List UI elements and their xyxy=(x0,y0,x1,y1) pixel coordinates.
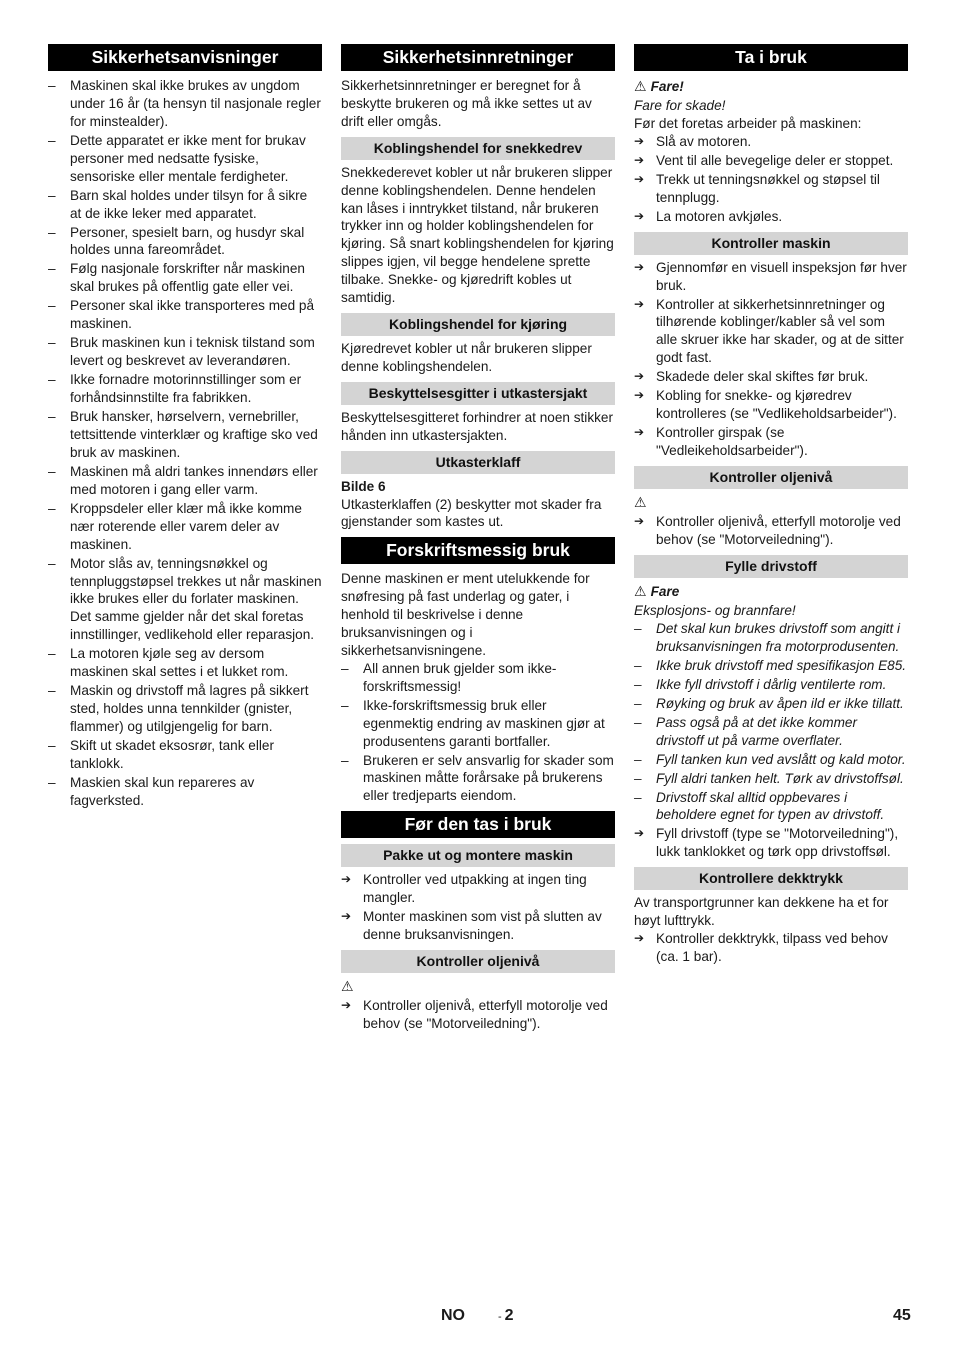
column-safety-instructions xyxy=(48,44,322,811)
start-up-steps xyxy=(634,133,908,226)
footer-page: 2 xyxy=(504,1307,514,1324)
tyre-pressure-list xyxy=(634,930,908,966)
list-item: ➔ Kontroller at sikkerhetsinnretninger og tilhørende koblinger/kabler så vel som alle skruer ikke har skader, og at de sitter godt fast. xyxy=(634,296,908,368)
start-up-intro: Før det foretas arbeider på maskinen: xyxy=(634,115,862,131)
oil-warning xyxy=(341,977,615,997)
list-item: – Kroppsdeler eller klær må ikke komme nær roterende eller varem deler av maskinen. xyxy=(48,500,322,554)
protective-grid-text: Beskyttelsesgitteret forhindrer at noen stikker hånden inn utkastersjakten. xyxy=(341,409,614,443)
check-oil-list-1 xyxy=(341,997,615,1033)
refuel-warnings-list xyxy=(634,620,908,825)
footer-language: NO xyxy=(441,1307,465,1324)
list-item: – Bruk hansker, hørselvern, vernebriller, tettsittende vinterklær og kraftige sko ved bruk av maskinen. xyxy=(48,408,322,462)
footer-section-page xyxy=(498,1307,514,1325)
danger-label-1: Fare! xyxy=(650,79,684,94)
subheading-check-oil-2: Kontroller oljenivå xyxy=(634,466,908,489)
list-item: – Skift ut skadet eksosrør, tank eller tanklokk. xyxy=(48,737,322,773)
list-item: – Ikke bruk drivstoff med spesifikasjon E85. xyxy=(634,657,908,675)
warning-triangle-icon: ⚠ xyxy=(634,79,647,95)
list-item: ➔ Kontroller girspak (se "Vedleikeholdsarbeider"). xyxy=(634,424,908,460)
subheading-unpack-assemble: Pakke ut og montere maskin xyxy=(341,844,615,867)
subheading-refuel: Fylle drivstoff xyxy=(634,555,908,578)
discharge-flap-text: Utkasterklaffen (2) beskytter mot skader fra gjenstander som kastes ut. xyxy=(341,496,602,530)
subheading-drive-clutch: Koblingshendel for kjøring xyxy=(341,313,615,336)
safety-devices-intro: Sikkerhetsinnretninger er beregnet for å beskytte brukeren og må ikke settes ut av drift eller omgås. xyxy=(341,78,592,129)
warning-triangle-icon: ⚠ xyxy=(634,583,647,600)
list-item: – La motoren kjøle seg av dersom maskinen skal settes i et lukket rom. xyxy=(48,645,322,681)
list-item: ➔ Trekk ut tenningsnøkkel og støpsel til tennplugg. xyxy=(634,171,908,207)
auger-clutch-text: Snekkederevet kobler ut når brukeren slipper denne koblingshendelen. Denne hendelen kan låses i inntrykket tilstand, når brukeren trykker inn og holder koblingshendelen for kjøring. Så snart koblingshendelen for kjøring slippes igjen, vil begge hendelene sprette tilbake. Snekke- og kjøredrift kobles ut samtidig. xyxy=(341,164,614,306)
list-item: – Pass også på at det ikke kommer drivstoff ut på varme overflater. xyxy=(634,714,908,750)
figure-reference: Bilde 6 xyxy=(341,478,386,494)
intended-use-text: Denne maskinen er ment utelukkende for snøfresing på fast underlag og gater, i henhold til beskrivelse i denne bruksanvisningen og i sikkerhetsanvisningene. xyxy=(341,571,590,658)
drive-clutch-text: Kjøredrevet kobler ut når brukeren slipper denne koblingshendelen. xyxy=(341,340,592,374)
check-machine-list xyxy=(634,259,908,460)
tyre-pressure-text: Av transportgrunner kan dekkene ha et for høyt lufttrykk. xyxy=(634,895,889,929)
subheading-protective-grid: Beskyttelsesgitter i utkastersjakt xyxy=(341,382,615,405)
refuel-steps xyxy=(634,825,908,861)
list-item: ➔ Skadede deler skal skiftes før bruk. xyxy=(634,368,908,386)
footer-page-prefix: - xyxy=(498,1311,502,1323)
list-item: ➔ Kobling for snekke- og kjøredrev kontrolleres (se "Vedlikeholdsarbeider"). xyxy=(634,387,908,423)
list-item: – Motor slås av, tenningsnøkkel og tennpluggstøpsel trekkes ut når maskinen ikke brukes eller du forlater maskinen. Det samme gjelder når det skal foretas innstillinger, vedlikehold eller reparasjon. xyxy=(48,555,322,645)
list-item: ➔ Kontroller oljenivå, etterfyll motorolje ved behov (se "Motorveiledning"). xyxy=(634,513,908,549)
list-item: ➔ Monter maskinen som vist på slutten av denne bruksanvisningen. xyxy=(341,908,615,944)
danger-text-1: Fare for skade! xyxy=(634,98,726,113)
list-item: – Ikke-forskriftsmessig bruk eller egenmektig endring av maskinen gjør at produsentens garanti bortfaller. xyxy=(341,697,615,751)
list-item: – Maskin og drivstoff må lagres på sikkert sted, holdes unna tennkilder (gnister, flammer) og utilgjengelig for barn. xyxy=(48,682,322,736)
footer-page-number: 45 xyxy=(893,1307,911,1324)
check-oil-list-2 xyxy=(634,513,908,549)
list-item: – Barn skal holdes under tilsyn for å sikre at de ikke leker med apparatet. xyxy=(48,187,322,223)
warning-triangle-icon: ⚠ xyxy=(341,979,354,995)
danger-warning-1 xyxy=(634,77,908,97)
list-item: ➔ Slå av motoren. xyxy=(634,133,908,151)
list-item: – Brukeren er selv ansvarlig for skader som maskinen måtte forårsake på brukerens eller tredjeparts eiendom. xyxy=(341,752,615,806)
section-heading-start-up: Ta i bruk xyxy=(634,44,908,71)
list-item: – Bruk maskinen kun i teknisk tilstand som levert og beskrevet av leverandøren. xyxy=(48,334,322,370)
column-start-up xyxy=(634,44,908,967)
list-item: – Maskinen må aldri tankes innendørs eller med motoren i gang eller varm. xyxy=(48,463,322,499)
section-heading-intended-use: Forskriftsmessig bruk xyxy=(341,537,615,564)
list-item: – Fyll tanken kun ved avslått og kald motor. xyxy=(634,751,908,769)
intended-use-list xyxy=(341,660,615,805)
list-item: ➔ La motoren avkjøles. xyxy=(634,208,908,226)
list-item: – Maskinen skal ikke brukes av ungdom under 16 år (ta hensyn til nasjonale regler for minstealder). xyxy=(48,77,322,131)
list-item: – Personer, spesielt barn, og husdyr skal holdes unna fareområdet. xyxy=(48,224,322,260)
list-item: – Følg nasjonale forskrifter når maskinen skal brukes på offentlig gate eller vei. xyxy=(48,260,322,296)
list-item: – Det skal kun brukes drivstoff som angitt i bruksanvisningen fra motorprodusenten. xyxy=(634,620,908,656)
safety-instructions-list xyxy=(48,77,322,810)
list-item: – Dette apparatet er ikke ment for brukav personer med nedsatte fysiske, sensoriske eller mentale ferdigheter. xyxy=(48,132,322,186)
list-item: – All annen bruk gjelder som ikke-forskriftsmessig! xyxy=(341,660,615,696)
unpack-assemble-list xyxy=(341,871,615,944)
danger-warning-2 xyxy=(634,582,908,602)
section-heading-safety-instructions: Sikkerhetsanvisninger xyxy=(48,44,322,71)
warning-triangle-icon: ⚠ xyxy=(634,494,647,511)
subheading-discharge-flap: Utkasterklaff xyxy=(341,451,615,474)
list-item: – Personer skal ikke transporteres med på maskinen. xyxy=(48,297,322,333)
subheading-check-oil-1: Kontroller oljenivå xyxy=(341,950,615,973)
list-item: ➔ Vent til alle bevegelige deler er stoppet. xyxy=(634,152,908,170)
list-item: ➔ Kontroller oljenivå, etterfyll motorolje ved behov (se "Motorveiledning"). xyxy=(341,997,615,1033)
danger-label-2: Fare xyxy=(650,583,680,599)
oil-warning-2 xyxy=(634,493,908,513)
subheading-tyre-pressure: Kontrollere dekktrykk xyxy=(634,867,908,890)
subheading-check-machine: Kontroller maskin xyxy=(634,232,908,255)
list-item: – Ikke fyll drivstoff i dårlig ventilerte rom. xyxy=(634,676,908,694)
danger-text-2: Eksplosjons- og brannfare! xyxy=(634,602,796,618)
section-heading-safety-devices: Sikkerhetsinnretninger xyxy=(341,44,615,71)
column-safety-devices xyxy=(341,44,615,1034)
list-item: – Maskien skal kun repareres av fagverksted. xyxy=(48,774,322,810)
list-item: ➔ Kontroller dekktrykk, tilpass ved behov (ca. 1 bar). xyxy=(634,930,908,966)
list-item: ➔ Gjennomfør en visuell inspeksjon før hver bruk. xyxy=(634,259,908,295)
list-item: – Ikke fornadre motorinnstillinger som er forhåndsinnstilte fra fabrikken. xyxy=(48,371,322,407)
list-item: – Røyking og bruk av åpen ild er ikke tillatt. xyxy=(634,695,908,713)
section-heading-before-use: Før den tas i bruk xyxy=(341,811,615,838)
list-item: – Fyll aldri tanken helt. Tørk av drivstoffsøl. xyxy=(634,770,908,788)
subheading-auger-clutch: Koblingshendel for snekkedrev xyxy=(341,137,615,160)
list-item: ➔ Fyll drivstoff (type se "Motorveiledning"), lukk tanklokket og tørk opp drivstoffsøl. xyxy=(634,825,908,861)
list-item: – Drivstoff skal alltid oppbevares i beholdere egnet for typen av drivstoff. xyxy=(634,789,908,825)
list-item: ➔ Kontroller ved utpakking at ingen ting mangler. xyxy=(341,871,615,907)
